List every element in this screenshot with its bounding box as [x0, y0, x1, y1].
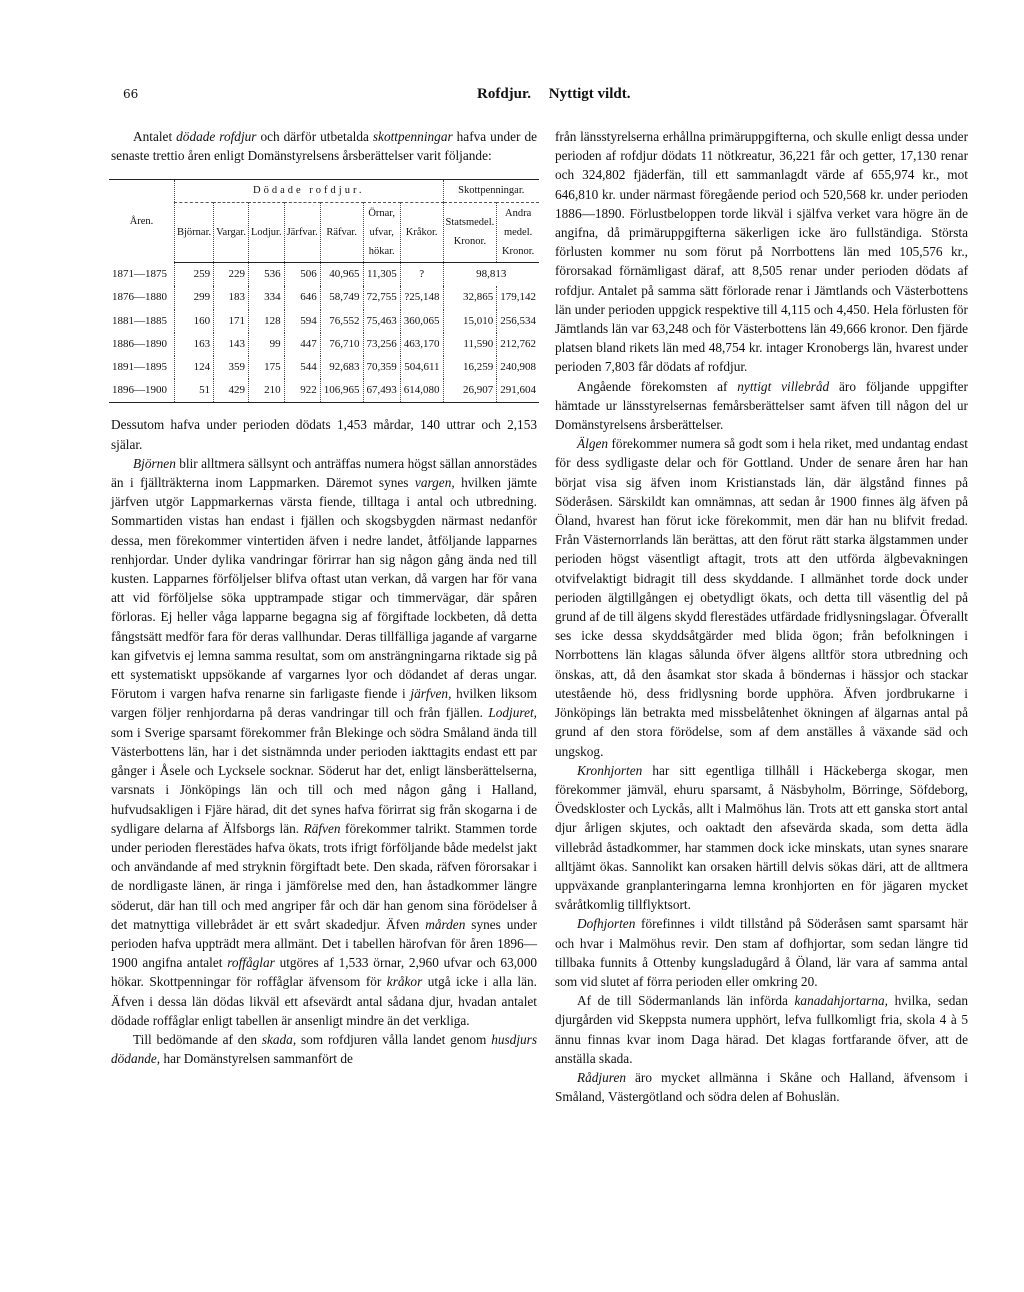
table-header-vargar: Vargar.	[214, 202, 249, 263]
table-header-andra-medel: Andra medel. Kronor.	[497, 202, 539, 263]
table-header-dodade: Dödade rofdjur.	[175, 180, 444, 202]
running-head-right: Nyttigt vildt.	[548, 86, 631, 102]
paragraph-radjuren: Rådjuren äro mycket allmänna i Skåne och Halland, äfvensom i Småland, Västergötland och södra delen af Bohuslän.	[555, 1069, 968, 1105]
table-header-jarfvar: Järfvar.	[284, 202, 320, 263]
left-column	[111, 127, 537, 1068]
table-header-lodjur: Lodjur.	[248, 202, 284, 263]
table-header-ornar: Örnar, ufvar, hökar.	[363, 202, 400, 263]
table-row: 1881—1885 160 171 128 594 76,552 75,463 360,065 15,010 256,534	[109, 310, 539, 333]
table-header-rafvar: Räfvar.	[320, 202, 363, 263]
table-header-statsmedel: Statsmedel. Kronor.	[443, 202, 497, 263]
paragraph-continuation: från länsstyrelserna erhållna primäruppgifterna, och skulle enligt dessa under perioden af rofdjur dödats 11 nötkreatur, 36,221 får och getter, 17,130 renar och 324,802 fjäderfän, till ett sammanlagdt värde af 655,974 kr., mot 646,810 kr. under närmast föregående period och 520,568 kr. under perioden 1886—1890. Förlustbeloppen torde likväl i själfva verket vara högre än de angifna, då primäruppgifterna säkerligen icke äro fullständiga. Största förlusten kommer nu som förut på Norrbottens län med 105,576 kr., förorsakad förnämligast däraf, att 8,505 renar under perioden dödats af rofdjur. Antalet på samma sätt förlorade renar i Jämtlands och Västerbottens län under perioden uppgick respektive till 4,115 och 4,450. Hela förlusten för Jämtlands län var 63,248 och för Västerbottens län 49,666 kronor. Den fjärde platsen bland rikets län med 48,754 kr. intager Kronobergs län, hvarest under perioden 7,803 får dödats af rofdjur.	[555, 129, 968, 375]
paragraph-kronhjorten: Kronhjorten har sitt egentliga tillhåll i Häckeberga skogar, men förekommer jämväl, ehuru sparsamt, å Näsbyholm, Börringe, Söfdeborg, Övedskloster och Lyckås, allt i Malmöhus län. Trots att ett ganska stort antal djur årligen skjutes, och oaktadt den afsevärda skada, som detta ädla villebråd åstadkommer, har stammen dock icke minskats, utan synes snarare alltjämt ökas. Sannolikt kan orsaken härtill delvis sökas däri, att de alltmera uppväxande granplanteringarna lemna kronhjorten en för jägaren mycket svåråtkomlig tillflyktsort.	[555, 762, 968, 913]
paragraph-bjornen: Björnen blir alltmera sällsynt och anträffas numera högst sällan annorstädes än i fjällträkterna inom Lappmarken. Däremot synes vargen, hvilken jämte järfven utgör Lappmarkernas värsta fiende, tilltaga i antal och utbredning. Sommartiden vistas han endast i fjällen och skogsbygden närmast nedanför dessa, men förekommer vintertiden äfven i nedre landet, åtföljande lapparnes renhjordar. Under dylika vandringar förirrar han sig någon gång ända ned till kusten. Lapparnes förföljelser blifva oftast utan verkan, då vargen har för vana att vid förföljelse söka upptrampade stigar och timmervägar, där spåren förloras. Ej heller våga lapparne begagna sig af förgiftade lockbeten, då detta fångstsätt medför fara för deras vallhundar. Deras tillfälliga jagande af vargarne kan gifvetvis ej lemna samma resultat, som om ansträngningarna riktade sig på ett systematiskt uppsökande af vargarnes lyor och dödandet af deras ungar. Förutom i vargen hafva renarne sin farligaste fiende i järfven, hvilken liksom vargen följer renhjordarna på deras vandringar till och från fjällen. Lodjuret, som i Sverige sparsamt förekommer från Blekinge och södra Småland ända till Västerbottens län, har i det sistnämnda under perioden iakttagits endast ett par gånger i Åsele och Lycksele socknar. Söderut har det, enligt länsberättelserna, varsnats i Jönköpings län och till och med någon gång i Halland, hufvudsakligen i Fjäre härad, dit det synes hafva förirrat sig från skogarna i de sydligare delarna af Älfsborgs län. Räfven förekommer talrikt. Stammen torde under perioden flerestädes hafva ökats, trots ifrigt förföljande både medelst jakt och användande af med stryknin förgiftadt bete. Den skada, räfven förorsakar i de nordligaste länen, är ringa i jämförelse med den, han åstadkommer längre söderut, där han till och med angriper får och där han genom sina förödelser å det matnyttiga villebrådet är ett svårt skadedjur. Äfven mården synes under perioden hafva uppträdt mera allmänt. Det i tabellen härofvan för åren 1896—1900 angifna antalet roffåglar utgöres af 1,533 örnar, 2,960 ufvar och 63,000 hökar. Skottpenningar för roffåglar äfvensom för kråkor utgå icke i alla län. Äfven i dessa län dödas likväl ett afsevärdt antal sådana djur, hvadan antalet dödade roffåglar enligt tabellen är ansenligt mindre än det verkliga.	[111, 455, 538, 1028]
table-header-krakor: Kråkor.	[400, 202, 443, 263]
paragraph-angaende: Angående förekomsten af nyttigt villebråd äro följande uppgifter hämtade ur länsstyrelsernas femårsberättelser samt äfven till någon del ur Domänstyrelsens årsberättelser.	[555, 378, 968, 433]
table-row: 1896—1900 51 429 210 922 106,965 67,493 614,080 26,907 291,604	[109, 379, 539, 403]
paragraph-dofhjorten: Dofhjorten förefinnes i vildt tillstånd på Söderåsen samt sparsamt här och hvar i Malmöhus revir. Den stam af dofhjortar, som sedan längre tid tillbaka funnits å Ottenby kungsladugård å Öland, lär vara af samma antal som vid slutet af förra perioden eller omkring 20.	[555, 916, 968, 989]
right-column	[555, 127, 968, 1106]
paragraph-till-bedomande: Till bedömande af den skada, som rofdjuren vålla landet genom husdjurs dödande, har Domänstyrelsen sammanfört de	[111, 1031, 538, 1067]
running-head	[477, 86, 644, 103]
table-row: 1886—1890 163 143 99 447 76,710 73,256 463,170 11,590 212,762	[109, 333, 539, 356]
table-row: 1876—1880 299 183 334 646 58,749 72,755 ?25,148 32,865 179,142	[109, 286, 539, 309]
table-header-years: Åren.	[109, 180, 175, 263]
page-number: 66	[123, 87, 139, 101]
table-header-bjornar: Björnar.	[175, 202, 214, 263]
table-row: 1871—1875 259 229 536 506 40,965 11,305 ? 98,813	[109, 263, 539, 287]
paragraph-algen: Älgen förekommer numera så godt som i hela riket, med undantag endast för dess sydligaste delar och för Gottland. Under de senare åren har han börjat visa sig äfven inom Kristianstads län, där älgstånd finnes på Söderåsen. Särskildt kan omnämnas, att sedan år 1900 finnes älg äfven på Öland, hvarest han förut icke förekommit, men där han nu blifvit fredad. Från Västernorrlands län berättas, att den förut rätt starka älgstammen under perioden högst väsentligt aftagit, trots att den utförda älgbevakningen otvifvelaktigt bidragit till dess skyddande. I allmänhet torde dock under perioden älgtillgången ej obetydligt ökats, och detta till väsentlig del på grund af de till älgens skydd flerestädes utfärdade fridlysningslagar. Öfverallt ses icke dessa skyddsåtgärder med blida ögon; från befolkningen i Norrbottens län klagas sålunda öfver älgens alltför stora utbredning och önskas, att, då den åsamkat stor skada å böndernas i hässjor och stackar utestående hö, dess fridlysning borde upphöra. Äfven jordbrukarne i Jönköpings län betrakta med missbelåtenhet ökningen af älgarnas antal på grund af den stora förödelse, som af dem anställes å växande säd och ungskog.	[555, 436, 968, 759]
running-head-left: Rofdjur.	[477, 86, 532, 102]
paragraph-kanadahjortar: Af de till Södermanlands län införda kanadahjortarna, hvilka, sedan djurgården vid Skeppsta numera upphört, lefva fullkomligt fria, skola 4 à 5 ännu finnas kvar inom Daga härad. Det klagas fortfarande öfver, att de anställa skada.	[555, 993, 968, 1066]
predator-statistics-table	[109, 179, 539, 403]
table-row: 1891—1895 124 359 175 544 92,683 70,359 504,611 16,259 240,908	[109, 356, 539, 379]
table-header-skottpenningar: Skottpenningar.	[443, 180, 539, 202]
intro-paragraph: Antalet dödade rofdjur och därför utbetalda skottpenningar hafva under de senaste trettio åren enligt Domänstyrelsens årsberättelser varit följande:	[111, 129, 537, 164]
paragraph-dessutom: Dessutom hafva under perioden dödats 1,453 mårdar, 140 uttrar och 2,153 själar.	[111, 417, 537, 452]
